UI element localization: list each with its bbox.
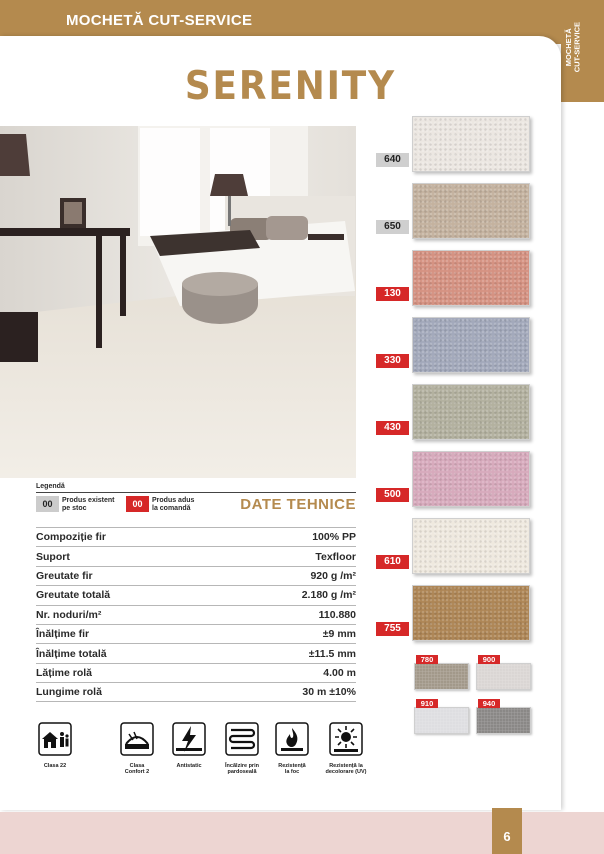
small-swatch-940 bbox=[476, 707, 531, 734]
small-swatch-780 bbox=[414, 663, 469, 690]
comfort-icon bbox=[120, 722, 154, 756]
spec-row bbox=[36, 527, 356, 546]
spec-value: Texfloor bbox=[315, 550, 356, 563]
icon-label: Rezistență la foc bbox=[278, 763, 306, 776]
small-swatch-code: 910 bbox=[416, 699, 438, 708]
small-swatch-code: 940 bbox=[478, 699, 500, 708]
spec-row bbox=[36, 663, 356, 682]
swatch-code: 500 bbox=[376, 488, 409, 502]
spec-value: 100% PP bbox=[312, 531, 356, 544]
feature-uv-resistance bbox=[322, 722, 370, 776]
house-people-icon bbox=[38, 722, 72, 756]
swatch-code: 430 bbox=[376, 421, 409, 435]
spec-row bbox=[36, 682, 356, 701]
swatch-755 bbox=[412, 585, 530, 641]
feature-antistatic bbox=[169, 722, 209, 769]
swatch-code: 130 bbox=[376, 287, 409, 301]
spec-value: 4.00 m bbox=[323, 666, 356, 679]
legend-stock-code: 00 bbox=[36, 496, 59, 512]
feature-class-22 bbox=[31, 722, 79, 769]
swatch-500 bbox=[412, 451, 530, 507]
small-swatch-code: 780 bbox=[416, 655, 438, 664]
swatch-430 bbox=[412, 384, 530, 440]
swatch-610 bbox=[412, 518, 530, 574]
spec-row bbox=[36, 624, 356, 643]
spec-value: ±11.5 mm bbox=[308, 647, 356, 660]
spec-label: Lungime rolă bbox=[36, 685, 102, 698]
icon-label: Rezistență la decolorare (UV) bbox=[325, 763, 367, 776]
spec-row bbox=[36, 566, 356, 585]
fire-resistance-icon bbox=[275, 722, 309, 756]
spec-label: Greutate totală bbox=[36, 589, 111, 602]
small-swatch-900 bbox=[476, 663, 531, 690]
icon-label: Clasa 22 bbox=[43, 763, 67, 769]
icon-label: Clasa Confort 2 bbox=[124, 763, 150, 776]
legend-order-text: Produs adus la comandă bbox=[152, 497, 195, 512]
spec-label: Greutate fir bbox=[36, 569, 93, 582]
spec-label: Înălțime fir bbox=[36, 628, 90, 641]
legend-stock-text: Produs existent pe stoc bbox=[62, 497, 115, 512]
feature-fire-resistance bbox=[272, 722, 312, 776]
swatch-code: 640 bbox=[376, 153, 409, 167]
antistatic-icon bbox=[172, 722, 206, 756]
underfloor-heating-icon bbox=[225, 722, 259, 756]
small-swatch-code: 900 bbox=[478, 655, 500, 664]
icon-label: Antistatic bbox=[176, 763, 202, 769]
spec-row bbox=[36, 643, 356, 662]
swatch-130 bbox=[412, 250, 530, 306]
legend-order-code: 00 bbox=[126, 496, 149, 512]
tech-data-title: DATE TEHNICE bbox=[240, 496, 356, 513]
product-title: SERENITY bbox=[184, 64, 396, 109]
legend-divider bbox=[36, 492, 356, 493]
legend-label: Legendă bbox=[36, 483, 65, 490]
tech-specs-table bbox=[36, 527, 356, 702]
spec-label: Lățime rolă bbox=[36, 666, 93, 679]
swatch-code: 650 bbox=[376, 220, 409, 234]
side-tab-label: MOCHETĂ CUT-SERVICE bbox=[564, 22, 582, 73]
spec-value: 920 g /m² bbox=[310, 569, 356, 582]
icon-label: Încălzire prin pardoseală bbox=[225, 763, 259, 776]
spec-row bbox=[36, 546, 356, 565]
room-photo bbox=[0, 126, 356, 478]
feature-comfort-2 bbox=[117, 722, 157, 776]
spec-value: ±9 mm bbox=[322, 628, 356, 641]
feature-underfloor-heating bbox=[222, 722, 262, 776]
swatch-330 bbox=[412, 317, 530, 373]
spec-row bbox=[36, 585, 356, 604]
swatch-640 bbox=[412, 116, 530, 172]
page-number: 6 bbox=[503, 829, 511, 844]
spec-value: 30 m ±10% bbox=[302, 685, 356, 698]
uv-resistance-icon bbox=[329, 722, 363, 756]
small-swatch-910 bbox=[414, 707, 469, 734]
spec-value: 2.180 g /m² bbox=[301, 589, 356, 602]
section-title: MOCHETĂ CUT-SERVICE bbox=[66, 12, 253, 29]
swatch-code: 755 bbox=[376, 622, 409, 636]
swatch-code: 330 bbox=[376, 354, 409, 368]
spec-label: Suport bbox=[36, 550, 70, 563]
spec-label: Nr. noduri/m² bbox=[36, 608, 102, 621]
spec-label: Înălțime totală bbox=[36, 647, 107, 660]
spec-label: Compoziție fir bbox=[36, 531, 106, 544]
swatch-650 bbox=[412, 183, 530, 239]
spec-value: 110.880 bbox=[318, 608, 356, 621]
swatch-code: 610 bbox=[376, 555, 409, 569]
spec-row bbox=[36, 605, 356, 624]
